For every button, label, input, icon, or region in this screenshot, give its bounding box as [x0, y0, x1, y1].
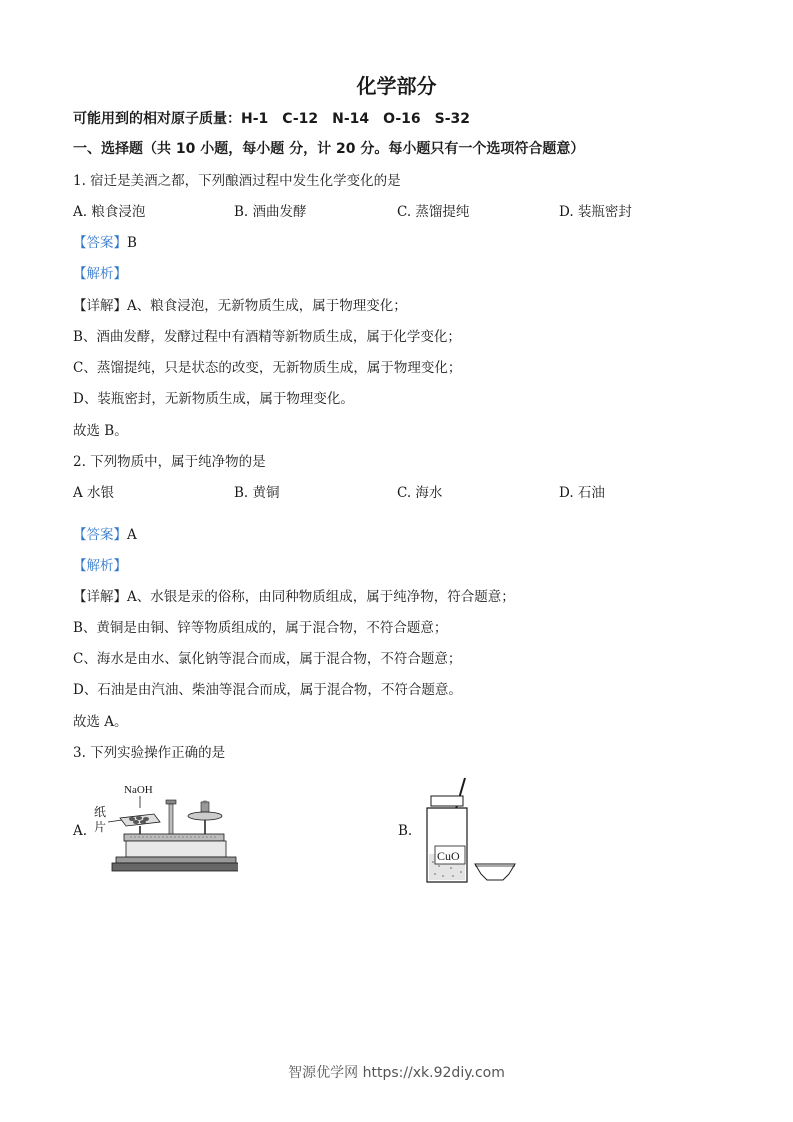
q2-detail-tag: 【详解】: [73, 589, 127, 605]
q3-option-a: A.: [73, 823, 88, 839]
q1-detail-tag: 【详解】: [73, 298, 127, 314]
q2-option-a: A 水银: [73, 485, 115, 501]
q2-conclusion: 故选 A。: [73, 714, 128, 730]
naoh-label: NaOH: [124, 784, 153, 796]
cuo-label: CuO: [437, 849, 460, 863]
q2-detail-line-1: [73, 588, 515, 606]
atomic-mass-line: 可能用到的相对原子质量：H-1 C-12 N-14 O-16 S-32: [73, 111, 470, 127]
balance-figure: [88, 778, 238, 878]
q1-conclusion: 故选 B。: [73, 423, 128, 439]
q2-detail-b: B、黄铜是由铜、锌等物质组成的，属于混合物，不符合题意；: [73, 620, 448, 636]
q2-answer-line: [73, 526, 137, 544]
paper-label-2: 片: [94, 820, 107, 834]
q1-option-b: B. 酒曲发酵: [234, 204, 307, 220]
q1-detail-d: D、装瓶密封，无新物质生成，属于物理变化。: [73, 391, 354, 407]
q2-answer-tag: 【答案】: [73, 527, 127, 543]
q2-answer: A: [127, 527, 137, 543]
reagent-bottle-figure: [415, 774, 535, 886]
q1-stem: 1. 宿迁是美酒之都，下列酿酒过程中发生化学变化的是: [73, 173, 401, 189]
section-heading: 一、选择题（共 10 小题，每小题 分，计 20 分。每小题只有一个选项符合题意）: [73, 141, 585, 157]
q1-option-c: C. 蒸馏提纯: [397, 204, 470, 220]
footer-watermark: 智源优学网 https://xk.92diy.com: [288, 1065, 505, 1081]
q1-detail-line-1: [73, 297, 407, 315]
q2-detail-d: D、石油是由汽油、柴油等混合而成，属于混合物，不符合题意。: [73, 682, 462, 698]
q3-stem: 3. 下列实验操作正确的是: [73, 745, 226, 761]
q2-option-b: B. 黄铜: [234, 485, 280, 501]
page-title: 化学部分: [356, 74, 437, 98]
q2-detail-c: C、海水是由水、氯化钠等混合而成，属于混合物，不符合题意；: [73, 651, 462, 667]
q2-analysis-tag: 【解析】: [73, 558, 127, 574]
q2-option-d: D. 石油: [559, 485, 605, 501]
q1-answer-line: [73, 234, 137, 252]
paper-label-1: 纸: [94, 805, 107, 819]
q1-analysis-tag: 【解析】: [73, 266, 127, 282]
q1-detail-a: A、粮食浸泡，无新物质生成，属于物理变化；: [127, 298, 407, 314]
q1-answer: B: [127, 235, 137, 251]
bottle-drawing: [415, 774, 535, 886]
q1-detail-c: C、蒸馏提纯，只是状态的改变，无新物质生成，属于物理变化；: [73, 360, 462, 376]
q1-answer-tag: 【答案】: [73, 235, 127, 251]
q1-detail-b: B、酒曲发酵，发酵过程中有酒精等新物质生成，属于化学变化；: [73, 329, 461, 345]
balance-drawing: [88, 778, 238, 878]
q2-option-c: C. 海水: [397, 485, 443, 501]
q3-option-b: B.: [398, 823, 413, 839]
q1-option-d: D. 装瓶密封: [559, 204, 632, 220]
q2-detail-a: A、水银是汞的俗称，由同种物质组成，属于纯净物，符合题意；: [127, 589, 515, 605]
q1-option-a: A. 粮食浸泡: [73, 204, 146, 220]
q2-stem: 2. 下列物质中，属于纯净物的是: [73, 454, 266, 470]
